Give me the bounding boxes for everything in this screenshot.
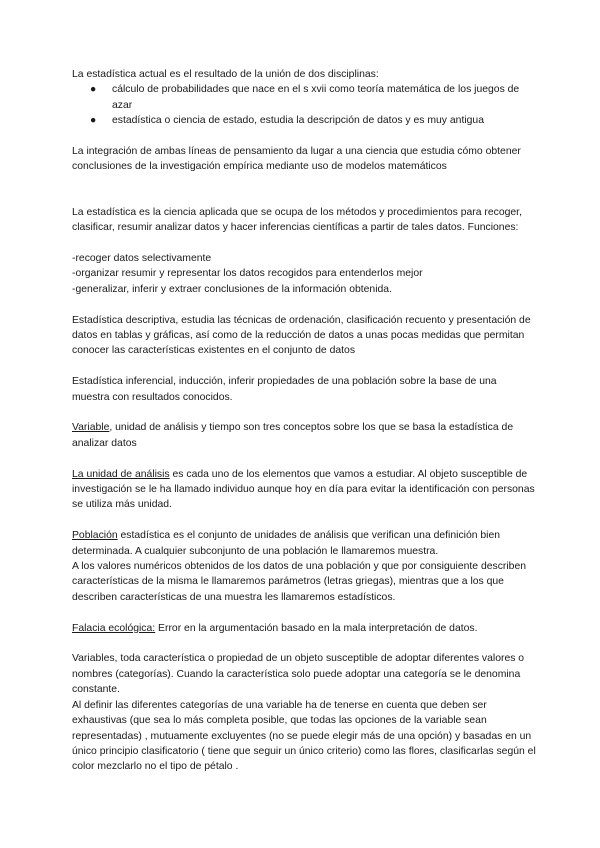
unit-term: La unidad de análisis — [72, 468, 170, 480]
inferential-paragraph: Estadística inferencial, inducción, inferir propiedades de una población sobre la base de una muestra con resultados conocidos. — [72, 376, 497, 403]
population-text: estadística es el conjunto de unidades de análisis que verifican una definición bien determinada. A cualquier subconjunto de una población le llamaremos muestra. — [72, 530, 501, 557]
list-item-text: cálculo de probabilidades que nace en el s xvii como teoría matemática de los juegos de azar — [112, 84, 520, 111]
descriptive-paragraph: Estadística descriptiva, estudia las técnicas de ordenación, clasificación recuento y presentación de datos en tablas y gráficas, así como de la reducción de datos a unas pocas medidas que permitan conocer las características existentes en el conjunto de datos — [72, 314, 531, 357]
variables-rules-paragraph: Al definir las diferentes categorías de una variable ha de tenerse en cuenta que deben ser exhaustivas (que sea lo más completa posible, que todas las opciones de la variable sean representadas) , mutuamente excluyentes (no se puede elegir más de una opción) y basadas en un único principio clasificatorio ( tiene que seguir un único criterio) como las flores, clasificarlas según el color mezclarlo no el tipo de pétalo . — [72, 699, 536, 773]
unit-paragraph — [72, 467, 536, 513]
population-term: Población — [72, 530, 118, 542]
parameters-paragraph: A los valores numéricos obtenidos de los datos de una población y que por consiguiente describen características de la misma le llamaremos parámetros (letras griegas), mientras que a los que describen características de una muestra les llamaremos estadísticos. — [72, 561, 527, 603]
variables-definition-paragraph: Variables, toda característica o propiedad de un objeto susceptible de adoptar diferentes valores o nombres (categorías). Cuando la característica solo puede adoptar una categoría se le denomina constante. — [72, 653, 525, 696]
list-item — [72, 82, 536, 113]
list-item — [72, 113, 536, 128]
definition-paragraph: La estadística es la ciencia aplicada que se ocupa de los métodos y procedimientos para recoger, clasificar, resumir analizar datos y hacer inferencias científicas a partir de tales datos. Funciones: — [72, 206, 522, 234]
intro-paragraph: La estadística actual es el resultado de la unión de dos disciplinas: — [72, 69, 379, 80]
bullet-icon: ● — [90, 84, 97, 96]
variable-paragraph — [72, 420, 536, 451]
integration-paragraph: La integración de ambas líneas de pensamiento da lugar a una ciencia que estudia cómo obtener conclusiones de la investigación empírica mediante uso de modelos matemáticos — [72, 146, 521, 173]
function-item: -recoger datos selectivamente — [72, 253, 212, 265]
variable-term: Variable — [72, 422, 110, 434]
variable-text: , unidad de análisis y tiempo son tres conceptos sobre los que se basa la estadística de analizar datos — [72, 422, 514, 449]
fallacy-term: Falacia ecológica: — [72, 622, 156, 634]
fallacy-text: Error en la argumentación basado en la mala interpretación de datos. — [155, 622, 478, 634]
fallacy-paragraph — [72, 621, 536, 636]
disciplines-list — [72, 82, 536, 128]
function-item: -generalizar, inferir y extraer conclusiones de la información obtenida. — [72, 283, 392, 295]
bullet-icon: ● — [90, 115, 97, 127]
function-item: -organizar resumir y representar los datos recogidos para entenderlos mejor — [72, 268, 423, 280]
list-item-text: estadística o ciencia de estado, estudia la descripción de datos y es muy antigua — [112, 115, 484, 127]
population-paragraph — [72, 528, 536, 559]
unit-text: es cada uno de los elementos que vamos a estudiar. Al objeto susceptible de investigación se le ha llamado individuo aunque hoy en día para evitar la identificación con personas se utiliza más unidad. — [72, 468, 535, 511]
document-body — [72, 67, 536, 775]
